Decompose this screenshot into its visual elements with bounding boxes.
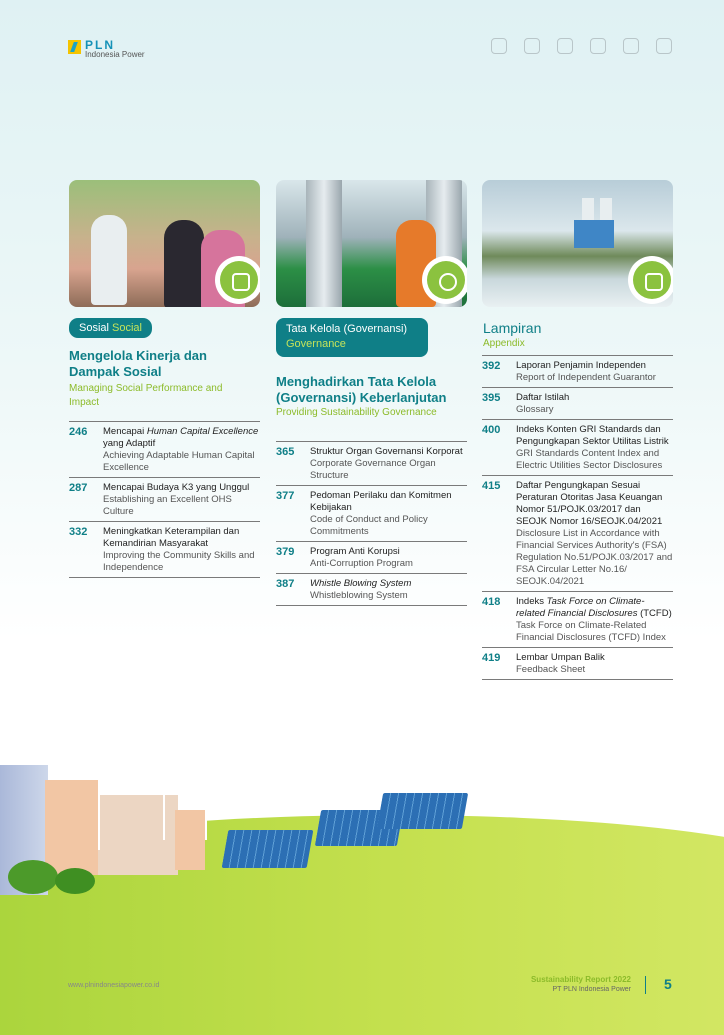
page-number: 387 [276, 578, 295, 590]
item-title-id: Program Anti Korupsi [310, 546, 400, 557]
toc-item[interactable] [482, 355, 673, 388]
toc-appendix [482, 355, 673, 680]
footer-report-title: Sustainability Report 2022 [530, 975, 631, 984]
toc-social [69, 421, 260, 578]
section-title-appendix-id: Lampiran [483, 320, 542, 336]
item-title-id: Struktur Organ Governansi Korporat [310, 446, 463, 457]
item-title-id: Lembar Umpan Balik [516, 652, 605, 663]
gear-leaf-icon[interactable] [524, 38, 540, 54]
toc-item[interactable] [276, 542, 467, 574]
page-number: 419 [482, 652, 501, 664]
solar-panel-icon [377, 793, 468, 829]
page-number: 287 [69, 482, 88, 494]
item-title-id: Whistle Blowing System [310, 578, 412, 589]
item-title-en: Feedback Sheet [516, 664, 586, 675]
pill-label-id: Sosial [79, 322, 109, 334]
section-heading-governance [276, 374, 466, 420]
item-title-en: Report of Independent Guarantor [516, 372, 656, 383]
document-icon[interactable] [491, 38, 507, 54]
item-title-id: Meningkatkan Keterampilan dan Kemandirian Masyarakat [103, 526, 240, 549]
factory-building [45, 780, 100, 875]
chapter-nav-icons [491, 38, 672, 54]
governance-photo [276, 180, 467, 307]
footer-divider [645, 976, 646, 994]
toc-item[interactable] [482, 388, 673, 420]
toc-item[interactable] [482, 648, 673, 680]
item-title-id: Mencapai Human Capital Excellence yang Adaptif [103, 426, 259, 449]
gear-icon [439, 273, 457, 291]
item-title-id: Mencapai Budaya K3 yang Unggul [103, 482, 250, 493]
footer-company: PT PLN Indonesia Power [552, 986, 631, 993]
page-number: 377 [276, 490, 295, 502]
governance-badge [422, 256, 467, 304]
logo-subtitle: Indonesia Power [85, 50, 145, 59]
section-title-id: Mengelola Kinerja dan Dampak Sosial [69, 348, 207, 379]
social-photo [69, 180, 260, 307]
wind-turbine-icon [205, 780, 207, 840]
appendix-badge [628, 256, 673, 304]
toc-item[interactable] [276, 441, 467, 486]
page-number-footer: 5 [664, 976, 672, 992]
footer-url[interactable]: www.plnindonesiapower.co.id [68, 982, 160, 989]
item-title-en: Improving the Community Skills and Independence [103, 550, 255, 573]
social-badge [215, 256, 260, 304]
item-title-en: Code of Conduct and Policy Commitments [310, 514, 428, 537]
item-title-en: Establishing an Excellent OHS Culture [103, 494, 232, 517]
toc-item[interactable] [69, 478, 260, 522]
wind-turbine-icon [98, 740, 100, 850]
page-number: 395 [482, 392, 501, 404]
bush [8, 860, 58, 894]
page-number: 415 [482, 480, 501, 492]
toc-item[interactable] [69, 522, 260, 578]
page-number: 400 [482, 424, 501, 436]
toc-item[interactable] [69, 421, 260, 478]
item-title-id: Laporan Penjamin Independen [516, 360, 646, 371]
section-pill-social [69, 318, 152, 338]
item-title-id: Daftar Pengungkapan Sesuai Peraturan Otoritas Jasa Keuangan Nomor 51/POJK.03/2017 dan SEOJK Nomor 16/SEOJK.04/2021 [516, 480, 663, 527]
item-title-en: Glossary [516, 404, 554, 415]
toc-item[interactable] [482, 420, 673, 476]
page-number: 418 [482, 596, 501, 608]
logo-name: PLN [85, 38, 115, 52]
section-heading-social [69, 348, 249, 410]
section-title-en: Providing Sustainability Governance [276, 407, 437, 418]
plug-icon[interactable] [656, 38, 672, 54]
toc-item[interactable] [482, 476, 673, 592]
factory-building [175, 810, 205, 870]
section-pill-governance [276, 318, 428, 357]
item-title-en: Anti-Corruption Program [310, 558, 413, 569]
toc-item[interactable] [276, 486, 467, 542]
section-title-appendix-en: Appendix [483, 338, 525, 349]
section-title-id: Menghadirkan Tata Kelola (Governansi) Keberlanjutan [276, 374, 447, 405]
hand-plant-icon[interactable] [590, 38, 606, 54]
renewable-energy-illustration [0, 740, 724, 940]
pill-label-en: Governance [286, 338, 346, 350]
toc-item[interactable] [276, 574, 467, 606]
pill-label-id: Tata Kelola (Governansi) [286, 323, 408, 335]
page-number: 392 [482, 360, 501, 372]
item-title-id: Indeks Konten GRI Standards dan Pengungkapan Sektor Utilitas Listrik [516, 424, 669, 447]
pill-label-en: Social [112, 322, 142, 334]
item-title-en: Whistleblowing System [310, 590, 408, 601]
toc-governance [276, 441, 467, 606]
toc-item[interactable] [482, 592, 673, 648]
community-icon [232, 273, 250, 291]
bush [55, 868, 95, 894]
lightning-icon [68, 40, 81, 54]
item-title-en: Corporate Governance Organ Structure [310, 458, 436, 481]
item-title-id: Indeks Task Force on Climate-related Financial Disclosures (TCFD) [516, 596, 672, 619]
section-title-en: Managing Social Performance and Impact [69, 383, 223, 408]
item-title-en: Task Force on Climate-Related Financial Disclosures (TCFD) Index [516, 620, 666, 643]
wind-turbine-icon [163, 740, 165, 840]
leaf-icon[interactable] [623, 38, 639, 54]
item-title-id: Pedoman Perilaku dan Komitmen Kebijakan [310, 490, 452, 513]
appendix-photo [482, 180, 673, 307]
item-title-en: Disclosure List in Accordance with Financial Services Authority's (FSA) Regulation No.51/POJK.03/2017 and FSA Circular Letter No.16/ SEOJK.04/2021 [516, 528, 673, 587]
people-icon[interactable] [557, 38, 573, 54]
solar-panel-icon [222, 830, 314, 868]
checklist-icon [645, 273, 663, 291]
page-number: 365 [276, 446, 295, 458]
page-number: 332 [69, 526, 88, 538]
page-number: 246 [69, 426, 88, 438]
factory-building [98, 795, 178, 875]
page-number: 379 [276, 546, 295, 558]
item-title-en: Achieving Adaptable Human Capital Excellence [103, 450, 255, 473]
item-title-en: GRI Standards Content Index and Electric Utilities Sector Disclosures [516, 448, 663, 471]
item-title-id: Daftar Istilah [516, 392, 570, 403]
